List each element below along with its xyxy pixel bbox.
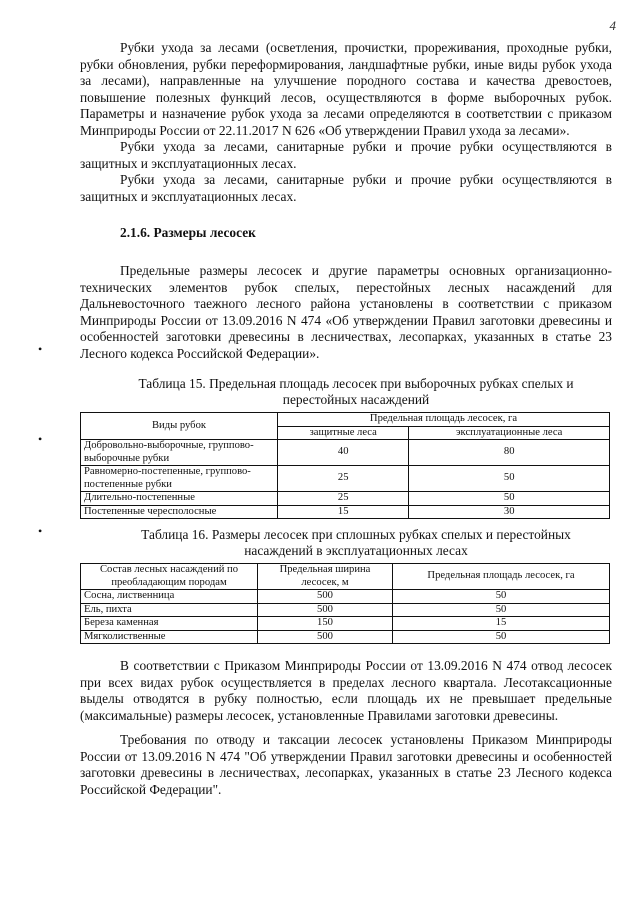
table16-cell-area: 15 — [393, 617, 610, 631]
table15-header-group: Предельная площадь лесосек, га — [278, 413, 610, 427]
paragraph: Требования по отводу и таксации лесосек установлены Приказом Минприроды России от 13.09.2016 N 474 "Об утверждении Правил заготовки древесины и особенностей заготовки древесины в лесничествах, лесопарках, указанных в статье 23 Лесного кодекса Российской Федерации". — [80, 732, 612, 797]
table15-header-operational: эксплуатационные леса — [409, 426, 610, 440]
table16-caption: Таблица 16. Размеры лесосек при сплошных рубках спелых и перестойных насаждений в эксплуатационных лесах — [141, 527, 571, 558]
page-number: 4 — [609, 18, 616, 33]
table16-header-area: Предельная площадь лесосек, га — [393, 564, 610, 590]
table15-cell-protective: 40 — [278, 440, 409, 466]
table15-cell-operational: 50 — [409, 466, 610, 492]
table15-cell-operational: 80 — [409, 440, 610, 466]
table16-cell-composition: Мягколиственные — [81, 630, 258, 644]
table15-header-type: Виды рубок — [81, 413, 278, 440]
paragraph: Рубки ухода за лесами (осветления, прочистки, прореживания, проходные рубки, рубки обновления, рубки переформирования, ландшафтные рубки, иные виды рубок ухода за лесами), направленные на улучшение породного состава и качества древостоев, повышение полезных функций лесов, осуществляются в форме выборочных рубок. Параметры и назначение рубок ухода за лесами определяются в соответствии с приказом Минприроды России от 22.11.2017 N 626 «Об утверждении Правил ухода за лесами». — [80, 40, 612, 138]
table-row — [81, 603, 610, 617]
paragraph: В соответствии с Приказом Минприроды России от 13.09.2016 N 474 отвод лесосек при всех видах рубок осуществляется в пределах лесного квартала. Лесотаксационные выделы отводятся в рубку полностью, если площадь их не превышает предельные (максимальные) размеры лесосек, установленные Правилами заготовки древесины. — [80, 658, 612, 723]
table16-cell-area: 50 — [393, 590, 610, 604]
table16-cell-area: 50 — [393, 603, 610, 617]
table15-header-protective: защитные леса — [278, 426, 409, 440]
table16-cell-area: 50 — [393, 630, 610, 644]
table-row — [81, 590, 610, 604]
table16-header-composition: Состав лесных насаждений по преобладающим породам — [81, 564, 258, 590]
paragraph: Предельные размеры лесосек и другие параметры основных организационно-технических элементов рубок спелых, перестойных лесных насаждений для Дальневосточного таежного лесного района установлены в соответствии с приказом Минприроды России от 13.09.2016 N 474 «Об утверждении Правил заготовки древесины и особенностей заготовки древесины в лесничествах, лесопарках, указанных в статье 23 Лесного кодекса Российской Федерации». — [80, 263, 612, 361]
table15-cell-type: Добровольно-выборочные, группово-выборочные рубки — [81, 440, 278, 466]
table15-cell-type: Длительно-постепенные — [81, 492, 278, 506]
table-row — [81, 440, 610, 466]
paragraph: Рубки ухода за лесами, санитарные рубки и прочие рубки осуществляются в защитных и эксплуатационных лесах. — [80, 172, 612, 204]
margin-mark: • — [38, 524, 43, 538]
table16-cell-composition: Сосна, лиственница — [81, 590, 258, 604]
document-body — [80, 40, 612, 798]
table16 — [80, 563, 610, 644]
table-row — [81, 466, 610, 492]
table-row — [81, 630, 610, 644]
table15-cell-type: Равномерно-постепенные, группово-постепенные рубки — [81, 466, 278, 492]
table15-cell-type: Постепенные чересполосные — [81, 505, 278, 519]
table-row — [81, 505, 610, 519]
table16-cell-composition: Ель, пихта — [81, 603, 258, 617]
table16-cell-composition: Береза каменная — [81, 617, 258, 631]
paragraph: Рубки ухода за лесами, санитарные рубки и прочие рубки осуществляются в защитных и эксплуатационных лесах. — [80, 139, 612, 171]
table-row — [81, 492, 610, 506]
table15-cell-protective: 25 — [278, 466, 409, 492]
margin-mark: • — [38, 432, 43, 446]
margin-mark: • — [38, 342, 43, 356]
table15-cell-operational: 30 — [409, 505, 610, 519]
section-heading: 2.1.6. Размеры лесосек — [120, 225, 256, 240]
table-row — [81, 617, 610, 631]
table15 — [80, 412, 610, 519]
table15-cell-protective: 15 — [278, 505, 409, 519]
table15-cell-operational: 50 — [409, 492, 610, 506]
table16-cell-width: 150 — [258, 617, 393, 631]
table15-caption: Таблица 15. Предельная площадь лесосек при выборочных рубках спелых и перестойных насаждений — [138, 376, 574, 407]
table16-cell-width: 500 — [258, 590, 393, 604]
table15-cell-protective: 25 — [278, 492, 409, 506]
table16-cell-width: 500 — [258, 630, 393, 644]
table16-header-width: Предельная ширина лесосек, м — [258, 564, 393, 590]
table16-cell-width: 500 — [258, 603, 393, 617]
